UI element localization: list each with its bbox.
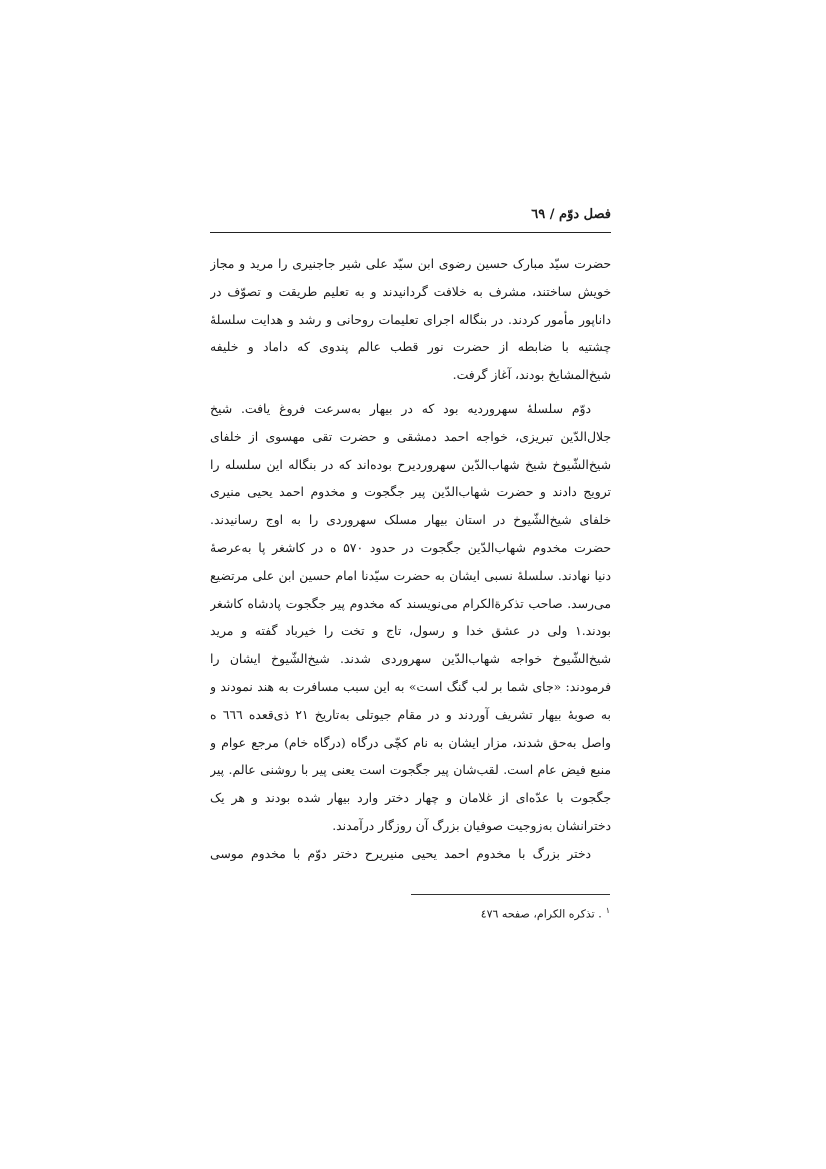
text-line: دختر بزرگ با مخدوم احمد یحیی منیریرح دختر دوّم با مخدوم موسی [210, 845, 591, 861]
text-line: شیخ‌المشایخ بودند، آغاز گرفت. [452, 367, 611, 383]
text-line: دنیا نهادند. سلسلهٔ نسبی ایشان به حضرت سیّدنا امام حسین ابن علی مرتضیع [210, 567, 611, 583]
text-line: چشتیه با ضابطه از حضرت نور قطب عالم پندوی که داماد و خلیفه [210, 339, 611, 355]
footnote [481, 906, 610, 921]
text-line: دوّم سلسلهٔ سهروردیه بود که در بیهار به‌سرعت فروغ یافت. شیخ [210, 400, 591, 416]
body-text [210, 250, 611, 868]
paragraph [210, 250, 611, 389]
text-line: به صوبهٔ بیهار تشریف آوردند و در مقام جیوتلی به‌تاریخ ۲۱ ذی‌قعده ٦٦٦ ه [210, 706, 611, 722]
text-line: جگجوت با عدّه‌ای از غلامان و چهار دختر وارد بیهار شده بودند و هر یک [210, 790, 611, 806]
text-line: منبع فیض عام است. لقب‌شان پیر جگجوت است یعنی پیر با روشنی عالم. پیر [210, 762, 611, 778]
running-header [210, 206, 611, 233]
text-line: فرمودند: «جای شما بر لب گنگ است» به این سبب مسافرت به هند نمودند و [210, 678, 611, 694]
footnote-divider [411, 894, 610, 895]
footnote-marker: ١ [605, 906, 610, 915]
paragraph [210, 395, 611, 840]
text-line: شیخ‌الشّیوخ شیخ شهاب‌الدّین سهروردیرح بوده‌اند که در بنگاله این سلسله را [210, 456, 611, 472]
text-line: بودند.١ ولی در عشق خدا و رسول، تاج و تخت را خیرباد گفته و مرید [210, 623, 611, 639]
footnote-text: . تذکره الکرام، صفحه ٤٧٦ [480, 907, 602, 921]
chapter-page-title: فصل دوّم / ٦٩ [531, 207, 611, 222]
text-line: جلال‌الدّین تبریزی، خواجه احمد دمشقی و حضرت تقی مهسوی از خلفای [210, 428, 611, 444]
paragraph [210, 840, 611, 868]
text-line: خلفای شیخ‌الشّیوخ در استان بیهار مسلک سهروردی را به اوج رسانیدند. [210, 512, 611, 528]
text-line: داناپور مأمور کردند. در بنگاله اجرای تعلیمات روحانی و رشد و هدایت سلسلهٔ [210, 311, 611, 327]
text-line: شیخ‌الشّیوخ خواجه شهاب‌الدّین سهروردی شدند. شیخ‌الشّیوخ ایشان را [210, 651, 611, 667]
text-line: دخترانشان به‌زوجیت صوفیان بزرگ آن روزگار درآمدند. [332, 817, 611, 833]
text-line: حضرت سیّد مبارک حسین رضوی ابن سیّد علی شیر جاجنیری را مرید و مجاز [210, 256, 611, 271]
text-line: حضرت مخدوم شهاب‌الدّین جگجوت در حدود ۵۷۰ ه در کاشغر پا به‌عرصهٔ [210, 539, 611, 555]
text-line: ترویج دادند و حضرت شهاب‌الدّین پیر جگجوت و مخدوم احمد یحیی منیری [210, 484, 611, 500]
text-line: خویش ساختند، مشرف به خلافت گردانیدند و به تعلیم طریقت و تصوّف در [210, 283, 611, 299]
text-line: واصل به‌حق شدند، مزار ایشان به نام کچّی درگاه (درگاه خام) مرجع عوام و [210, 734, 611, 750]
text-line: می‌رسد. صاحب تذکرةالکرام می‌نویسند که مخدوم پیر جگجوت پادشاه کاشغر [210, 595, 611, 611]
